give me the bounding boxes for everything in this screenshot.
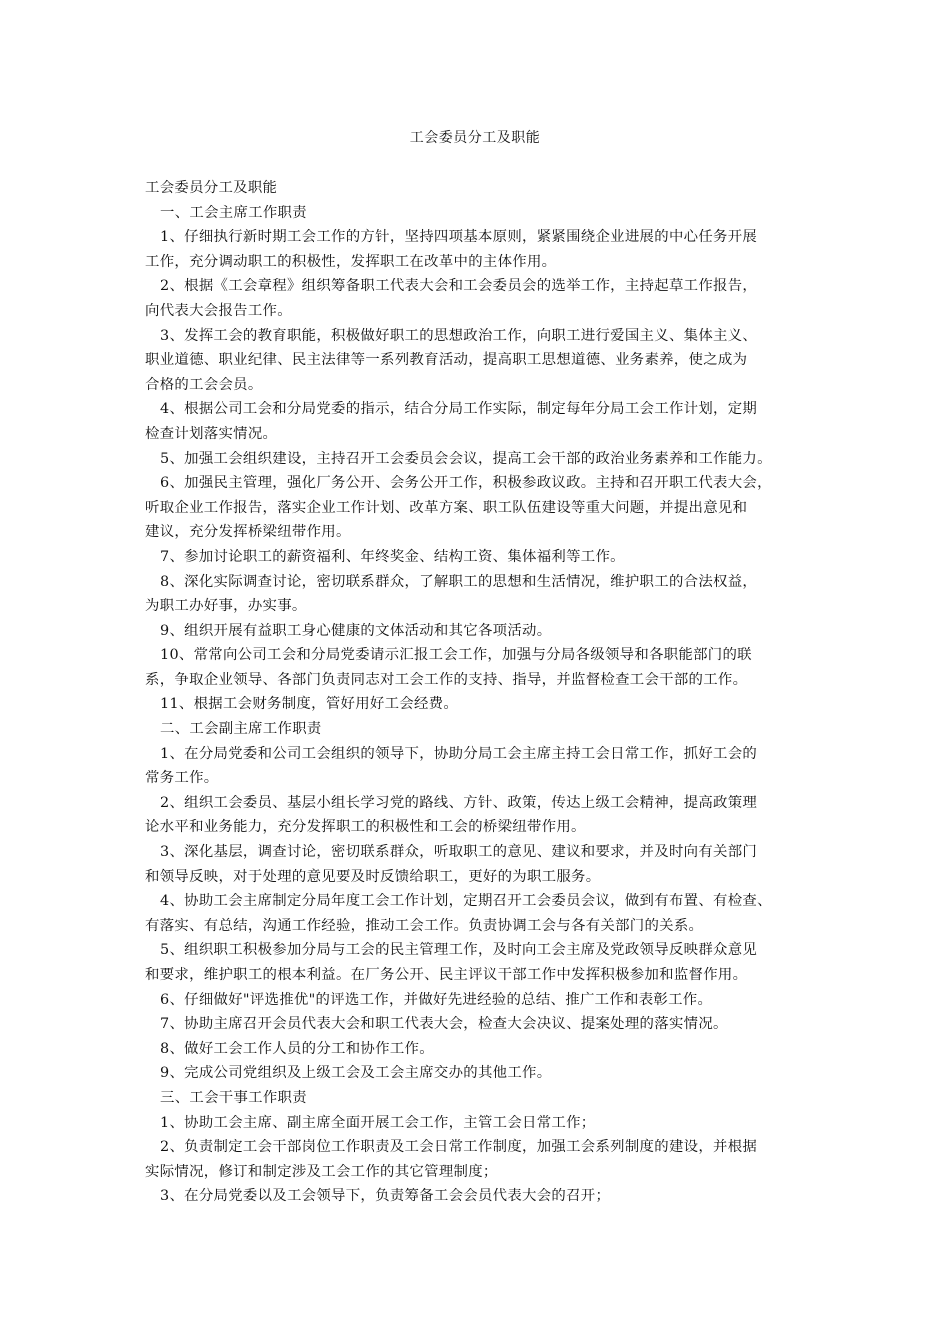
text-line: 3、深化基层，调查讨论，密切联系群众，听取职工的意见、建议和要求，并及时向有关部门 <box>160 844 758 861</box>
text-line: 6、仔细做好"评选推优"的评选工作，并做好先进经验的总结、推广工作和表彰工作。 <box>160 991 713 1008</box>
text-line: 10、常常向公司工会和分局党委请示汇报工会工作，加强与分局各级领导和各职能部门的联 <box>160 647 752 664</box>
text-line: 合格的工会会员。 <box>145 376 263 393</box>
text-line: 3、在分局党委以及工会领导下，负责筹备工会会员代表大会的召开； <box>160 1188 611 1205</box>
text-line: 检查计划落实情况。 <box>145 425 278 442</box>
text-line: 系，争取企业领导、各部门负责同志对工会工作的支持、指导，并监督检查工会干部的工作。 <box>145 671 748 688</box>
text-line: 9、完成公司党组织及上级工会及工会主席交办的其他工作。 <box>160 1065 552 1082</box>
document-body <box>145 176 820 1209</box>
text-line: 为职工办好事，办实事。 <box>145 598 307 615</box>
text-line: 9、组织开展有益职工身心健康的文体活动和其它各项活动。 <box>160 622 552 639</box>
text-line: 向代表大会报告工作。 <box>145 302 292 319</box>
text-line: 4、协助工会主席制定分局年度工会工作计划，定期召开工会委员会议，做到有布置、有检查、 <box>160 893 772 910</box>
text-line: 论水平和业务能力，充分发挥职工的积极性和工会的桥梁纽带作用。 <box>145 819 586 836</box>
text-line: 工作，充分调动职工的积极性，发挥职工在改革中的主体作用。 <box>145 253 557 270</box>
text-line: 建议，充分发挥桥梁纽带作用。 <box>145 524 351 541</box>
text-line: 5、组织职工积极参加分局与工会的民主管理工作，及时向工会主席及党政领导反映群众意见 <box>160 942 758 959</box>
text-line: 8、做好工会工作人员的分工和协作工作。 <box>160 1040 434 1057</box>
text-line: 和领导反映，对于处理的意见要及时反馈给职工，更好的为职工服务。 <box>145 868 601 885</box>
text-line: 7、协助主席召开会员代表大会和职工代表大会，检查大会决议、提案处理的落实情况。 <box>160 1016 728 1033</box>
text-line: 11、根据工会财务制度，管好用好工会经费。 <box>160 696 459 713</box>
text-line: 一、工会主席工作职责 <box>160 204 307 221</box>
text-line: 6、加强民主管理，强化厂务公开、会务公开工作，积极参政议政。主持和召开职工代表大会， <box>160 475 772 492</box>
text-line: 2、组织工会委员、基层小组长学习党的路线、方针、政策，传达上级工会精神，提高政策理 <box>160 794 758 811</box>
text-line: 三、工会干事工作职责 <box>160 1089 307 1106</box>
text-line: 和要求，维护职工的根本利益。在厂务公开、民主评议干部工作中发挥积极参加和监督作用。 <box>145 967 748 983</box>
text-line: 二、工会副主席工作职责 <box>160 721 322 738</box>
text-line: 1、在分局党委和公司工会组织的领导下，协助分局工会主席主持工会日常工作，抓好工会的 <box>160 745 758 762</box>
text-line: 3、发挥工会的教育职能，积极做好职工的思想政治工作，向职工进行爱国主义、集体主义、 <box>160 327 758 344</box>
text-line: 实际情况，修订和制定涉及工会工作的其它管理制度； <box>145 1163 498 1180</box>
text-line: 1、仔细执行新时期工会工作的方针，坚持四项基本原则，紧紧围绕企业进展的中心任务开展 <box>160 229 758 246</box>
text-line: 5、加强工会组织建设，主持召开工会委员会会议，提高工会干部的政治业务素养和工作能力。 <box>160 450 772 467</box>
text-line: 常务工作。 <box>145 770 219 787</box>
text-line: 2、根据《工会章程》组织筹备职工代表大会和工会委员会的选举工作，主持起草工作报告， <box>160 278 758 295</box>
text-line: 2、负责制定工会干部岗位工作职责及工会日常工作制度，加强工会系列制度的建设，并根据 <box>160 1139 758 1156</box>
text-line: 7、参加讨论职工的薪资福利、年终奖金、结构工资、集体福利等工作。 <box>160 548 625 565</box>
text-line: 8、深化实际调查讨论，密切联系群众，了解职工的思想和生活情况，维护职工的合法权益， <box>160 573 758 590</box>
text-line: 工会委员分工及职能 <box>145 180 278 196</box>
text-line: 职业道德、职业纪律、民主法律等一系列教育活动，提高职工思想道德、业务素养，使之成为 <box>145 352 748 369</box>
text-line: 听取企业工作报告，落实企业工作计划、改革方案、职工队伍建设等重大问题，并提出意见和 <box>145 499 748 516</box>
text-line: 4、根据公司工会和分局党委的指示，结合分局工作实际，制定每年分局工会工作计划，定期 <box>160 401 758 418</box>
text-line: 有落实、有总结，沟通工作经验，推动工会工作。负责协调工会与各有关部门的关系。 <box>145 917 704 934</box>
text-line: 1、协助工会主席、副主席全面开展工会工作，主管工会日常工作； <box>160 1114 596 1131</box>
document-title: 工会委员分工及职能 <box>409 130 541 146</box>
